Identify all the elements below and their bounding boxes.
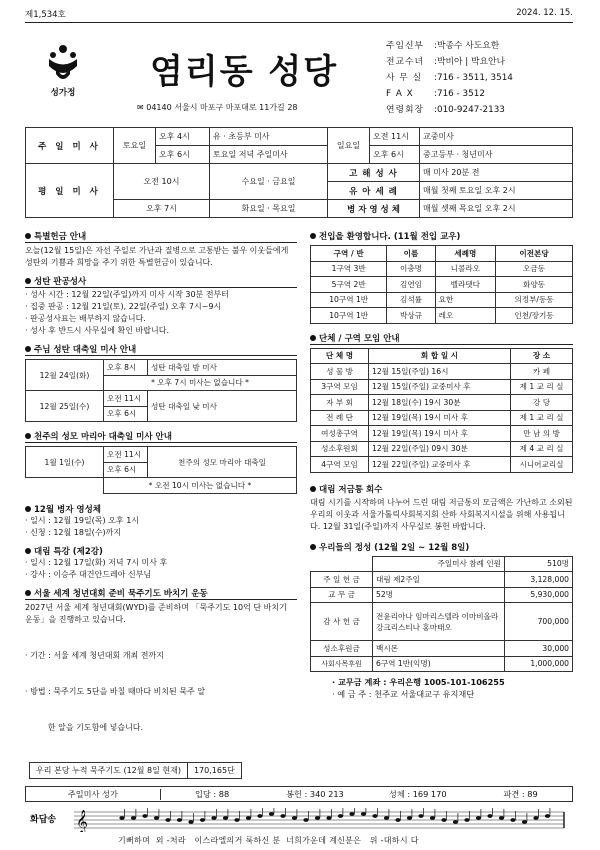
note-head [142, 814, 147, 818]
note-head [499, 816, 504, 820]
note-head [338, 814, 343, 818]
table-row: 4구역 모임 12월 22일(주일) 교중미사 후 시니어교리실 [311, 457, 573, 473]
col-header: 단 체 명 [311, 348, 369, 364]
list-item: · 집중 판공 : 12월 21일(토), 22일(주일) 오후 7시~9시 [25, 302, 222, 311]
table-row: 자 부 회 12월 18일(수) 19시 30분 강 당 [311, 395, 573, 411]
note-head [487, 814, 492, 818]
note-head [154, 816, 159, 820]
bullet-icon [25, 433, 31, 439]
sat1-time: 오후 4시 [156, 128, 210, 146]
hymn-communion: 성체 : 169 170 [388, 788, 447, 799]
bullet-icon [25, 278, 31, 284]
left-column [25, 230, 297, 779]
svg-text:𝄞: 𝄞 [76, 809, 88, 832]
table-row: 성 물 방 12월 15일(주일) 16시 카 페 [311, 364, 573, 380]
list-item: · 일시 : 12월 19일(목) 오후 1시 [25, 515, 140, 525]
date-cell: 1월 1일(수) [26, 447, 104, 478]
note-head [418, 814, 423, 818]
table-row: 교 무 금 52명 5,930,000 [311, 587, 573, 603]
info-key: 전교수녀 [386, 57, 424, 67]
account-number: 교무금 계좌 : 우리은행 1005-101-106255 [337, 677, 505, 687]
wd1-days: 수요일 · 금요일 [210, 164, 328, 200]
note-head [188, 820, 193, 824]
right-column [310, 230, 573, 700]
note-head [315, 816, 320, 820]
info-key: 사 무 실 [386, 73, 423, 83]
section-title: 단체 / 구역 모임 안내 [310, 332, 573, 345]
note-head [223, 816, 228, 820]
date-cell: 12월 25일(수) [26, 391, 104, 422]
parish-title: 염리동 성당 [150, 52, 339, 92]
note-head [211, 816, 216, 820]
sun1-name: 교중미사 [420, 128, 573, 146]
bullet-icon [25, 590, 31, 596]
wd2-time: 오후 7시 [114, 200, 210, 218]
list-item: · 성사 시간 : 12월 22일(주일)까지 미사 시작 30분 전부터 [25, 290, 230, 299]
table-row: 1구역 3반 이충명 니콜라오 오금동 [311, 261, 573, 277]
note-head [395, 818, 400, 822]
time-cell: 오후 6시 [104, 406, 148, 422]
section-title: 12월 병자 영성체 [25, 503, 297, 515]
wd2-days: 화요일 · 목요일 [210, 200, 328, 218]
top-line [25, 8, 573, 23]
holy-family-logo [45, 44, 81, 98]
section-title: 주님 성탄 대축일 미사 안내 [25, 343, 297, 356]
psalm-lyrics: 기뻐하며 외 -처라 이스라엘의거 룩하신 분 너희가운데 계신분은 위 -대하시 다 [118, 836, 419, 845]
note-head [453, 820, 458, 824]
attendance-value: 510명 [505, 556, 573, 572]
logo-label: 성가정 [50, 88, 76, 98]
col-header: 장 소 [511, 348, 573, 364]
table-row: 감 사 헌 금 전윤리아나 임마리스텔라 이마비올라 강크리스티나 홍마태오 700,000 [311, 603, 573, 641]
account-info: · 교무금 계좌 : 우리은행 1005-101-106255 · 예 금 주 : 천주교 서울대교구 유지재단 [332, 677, 505, 699]
note-head [257, 814, 262, 818]
note-head [407, 816, 412, 820]
confession-list [25, 289, 297, 337]
section-title: 성탄 판공성사 [25, 275, 297, 288]
info-key: 주임신부 [386, 41, 424, 51]
col-header: 세례명 [435, 246, 495, 262]
rosary-count-label: 우리 본당 누적 묵주기도 (12월 8일 현재) [30, 762, 188, 778]
hymn-recessional: 파견 : 89 [503, 788, 538, 799]
sat1-name: 유 · 초등부 미사 [210, 128, 328, 146]
note-head [349, 812, 354, 816]
bullet-icon [25, 346, 31, 352]
sat2-time: 오후 6시 [156, 146, 210, 164]
note-cell: * 오후 7시 미사는 없습니다 * [104, 375, 297, 391]
section-title: 서울 세계 청년대회 준비 묵주기도 바치기 운동 [25, 587, 297, 600]
note-head [280, 814, 285, 818]
time-cell: 오전 11시 [104, 391, 148, 407]
col-header: 이전본당 [496, 246, 573, 262]
note-head [476, 816, 481, 820]
table-row: 전 례 단 12월 19일(목) 19시 미사 후 제 1 교 리 실 [311, 410, 573, 426]
hymn-offertory: 봉헌 : 340 213 [286, 788, 344, 799]
section-title: 대림 저금통 회수 [310, 483, 573, 495]
christmas-table [25, 359, 297, 422]
sun2-time: 오후 6시 [370, 146, 420, 164]
music-staff [74, 808, 574, 832]
section-title: 전입을 환영합니다. (11월 전입 교우) [310, 230, 573, 242]
sick-communion-label: 병 자 영 성 체 [328, 200, 420, 218]
note-head [200, 818, 205, 822]
note-cell: * 오전 10시 미사는 없습니다 * [104, 478, 297, 494]
list-item: · 방법 : 묵주기도 5단을 바칠 때마다 비치된 묵주 알 [25, 686, 206, 696]
info-key: F A X [386, 89, 414, 99]
table-row: 5구역 2반 김연임 벨라뎃다 화양동 [311, 277, 573, 293]
section-title: 대림 특강 (제2강) [25, 545, 297, 557]
mail-icon: ✉ [137, 103, 147, 112]
table-row: 성소후원금 백시몬 30,000 [311, 641, 573, 657]
note-head [131, 816, 136, 820]
sun1-time: 오전 11시 [370, 128, 420, 146]
note-head [165, 818, 170, 822]
baptism-label: 유 아 세 례 [328, 182, 420, 200]
holy-family-icon [46, 44, 80, 84]
hymn-label: 주일미사 성가 [26, 789, 161, 800]
wyd-text: 2027년 서울 세계 청년대회(WYD)를 준비하며 「묵주기도 10억 단 바치기 운동」을 진행하고 있습니다. [25, 602, 287, 624]
info-key: 연령회장 [386, 105, 424, 115]
address [137, 102, 298, 113]
col-header: 회 합 일 시 [369, 348, 511, 364]
table-row: 10구역 1반 박상규 레오 인천/장기동 [311, 308, 573, 324]
note-head [545, 814, 550, 818]
sat2-name: 토요일 저녁 주일미사 [210, 146, 328, 164]
baptism-value: 매월 첫째 토요일 오후 2시 [420, 182, 573, 200]
contact-info: 주임신부 : 박종수 사도요한 전교수녀 : 박비아 | 박요안나 사 무 실 : 716 - 3511, 3514 F A X : 716 - 3512 연령회장 : 010-9247-2133 [386, 38, 513, 118]
bullet-icon [25, 506, 31, 512]
table-row: 3구역 모임 12월 15일(주일) 교중미사 후 제 1 교 리 실 [311, 379, 573, 395]
col-header: 구역 / 반 [311, 246, 387, 262]
list-item: · 강사 : 이승주 대건안드레아 신부님 [25, 569, 152, 579]
issue-number: 제1,534호 [25, 10, 66, 20]
list-item: 한 알을 기도함에 넣습니다. [25, 722, 144, 732]
sick-communion-value: 매월 셋째 목요일 오후 2시 [420, 200, 573, 218]
bullet-icon [25, 548, 31, 554]
sick-list [25, 515, 297, 539]
note-head [361, 812, 366, 816]
table-row: 성소후원회 12월 22일(주일) 09시 30분 제 4 교 리 실 [311, 441, 573, 457]
time-cell: 오후 6시 [104, 462, 148, 478]
info-value: 716 - 3512 [436, 89, 485, 99]
list-item: · 일시 : 12월 17일(화) 저녁 7시 미사 후 [25, 557, 168, 567]
note-head [303, 818, 308, 822]
lecture-list [25, 557, 297, 581]
section-title: 특별헌금 안내 [25, 230, 297, 243]
note-head [464, 818, 469, 822]
list-item: · 성사 후 반드시 사무실에 확인 바랍니다. [25, 326, 169, 335]
info-value: 박비아 | 박요안나 [436, 57, 506, 67]
table-row: 주 일 헌 금 대림 제2주일 3,128,000 [311, 572, 573, 588]
note-head [246, 816, 251, 820]
note-head [372, 814, 377, 818]
sunday-mass-label: 주 일 미 사 [26, 128, 114, 164]
note-head [269, 812, 274, 816]
confession-label: 고 해 성 사 [328, 164, 420, 182]
date-cell: 12월 24일(화) [26, 360, 104, 391]
list-item: · 기간 : 서울 세계 청년대회 개최 전까지 [25, 650, 164, 660]
table-row: 10구역 1반 김석률 요한 의정부/동동 [311, 292, 573, 308]
attendance-label: 주일미사 참례 인원 [373, 556, 505, 572]
wyd-list [25, 626, 297, 758]
confession-value: 매 미사 20분 전 [420, 164, 573, 182]
mass-schedule-table [25, 127, 573, 218]
table-row: 사회사목후원 6구역 1반(익명) 1,000,000 [311, 656, 573, 672]
psalm-label: 화답송 [30, 815, 57, 825]
bullet-icon [310, 233, 316, 239]
info-value: 010-9247-2133 [436, 105, 505, 115]
mass-cell: 성탄 대축일 밤 미사 [148, 360, 297, 376]
mary-table [25, 446, 297, 494]
info-value: 716 - 3511, 3514 [436, 73, 513, 83]
note-head [430, 816, 435, 820]
hymn-numbers [25, 786, 573, 802]
note-head [510, 818, 515, 822]
offering-text: 오늘(12월 15일)은 자선 주일로 가난과 질병으로 고통받는 불우 이웃들에게 성탄의 기쁨과 희망을 주기 위한 특별헌금이 있습니다. [25, 246, 289, 267]
note-head [533, 816, 538, 820]
list-item: · 신청 : 12월 18일(수)까지 [25, 527, 122, 537]
bullet-icon [310, 335, 316, 341]
section-title: 우리들의 정성 (12월 2일 ~ 12월 8일) [310, 541, 573, 553]
note-head [384, 816, 389, 820]
bullet-icon [310, 544, 316, 550]
account-holder: 예 금 주 : 천주교 서울대교구 유지재단 [337, 689, 475, 699]
list-item: · 판공성사표는 배부하지 않습니다. [25, 314, 146, 323]
section-title: 천주의 성모 마리아 대축일 미사 안내 [25, 430, 297, 443]
meetings-table [310, 348, 573, 473]
saturday-label: 토요일 [114, 128, 156, 164]
address-text: 04140 서울시 마포구 마포대로 11가길 28 [146, 103, 298, 112]
wd1-time: 오전 10시 [114, 164, 210, 200]
note-head [326, 816, 331, 820]
sun2-name: 중고등부 · 청년미사 [420, 146, 573, 164]
advent-bank-text: 대림 시기를 시작하며 나누어 드린 대림 저금통의 모금액은 가난하고 소외된 우리의 이웃과 서울가톨릭사회복지회 산하 사회복지시설을 위해 사용됩니다. 12월 31일(주일)까지 사무실로 봉헌 바랍니다. [310, 497, 573, 531]
mass-cell: 성탄 대축일 낮 미사 [148, 391, 297, 422]
newcomers-table [310, 245, 573, 324]
note-head [441, 818, 446, 822]
note-head [292, 816, 297, 820]
weekday-mass-label: 평 일 미 사 [26, 164, 114, 218]
time-cell: 오후 8시 [104, 360, 148, 376]
hymn-entrance: 입당 : 88 [194, 788, 230, 799]
note-head [177, 818, 182, 822]
offerings-table [310, 556, 573, 673]
sunday-label: 일요일 [328, 128, 370, 164]
bullet-icon [310, 486, 316, 492]
issue-date: 2024. 12. 15. [516, 8, 573, 18]
rosary-count-box [29, 762, 242, 779]
col-header: 이름 [387, 246, 435, 262]
psalm-section [22, 808, 574, 848]
note-head [522, 820, 527, 824]
note-head [119, 816, 124, 820]
time-cell: 오전 11시 [104, 447, 148, 463]
table-row: 여성총구역 12월 19일(목) 19시 미사 후 만 남 의 방 [311, 426, 573, 442]
mass-cell: 천주의 성모 마리아 대축일 [148, 447, 297, 478]
note-head [234, 818, 239, 822]
bullet-icon [25, 233, 31, 239]
rosary-count-value: 170,165단 [187, 762, 241, 778]
info-value: 박종수 사도요한 [436, 41, 500, 51]
